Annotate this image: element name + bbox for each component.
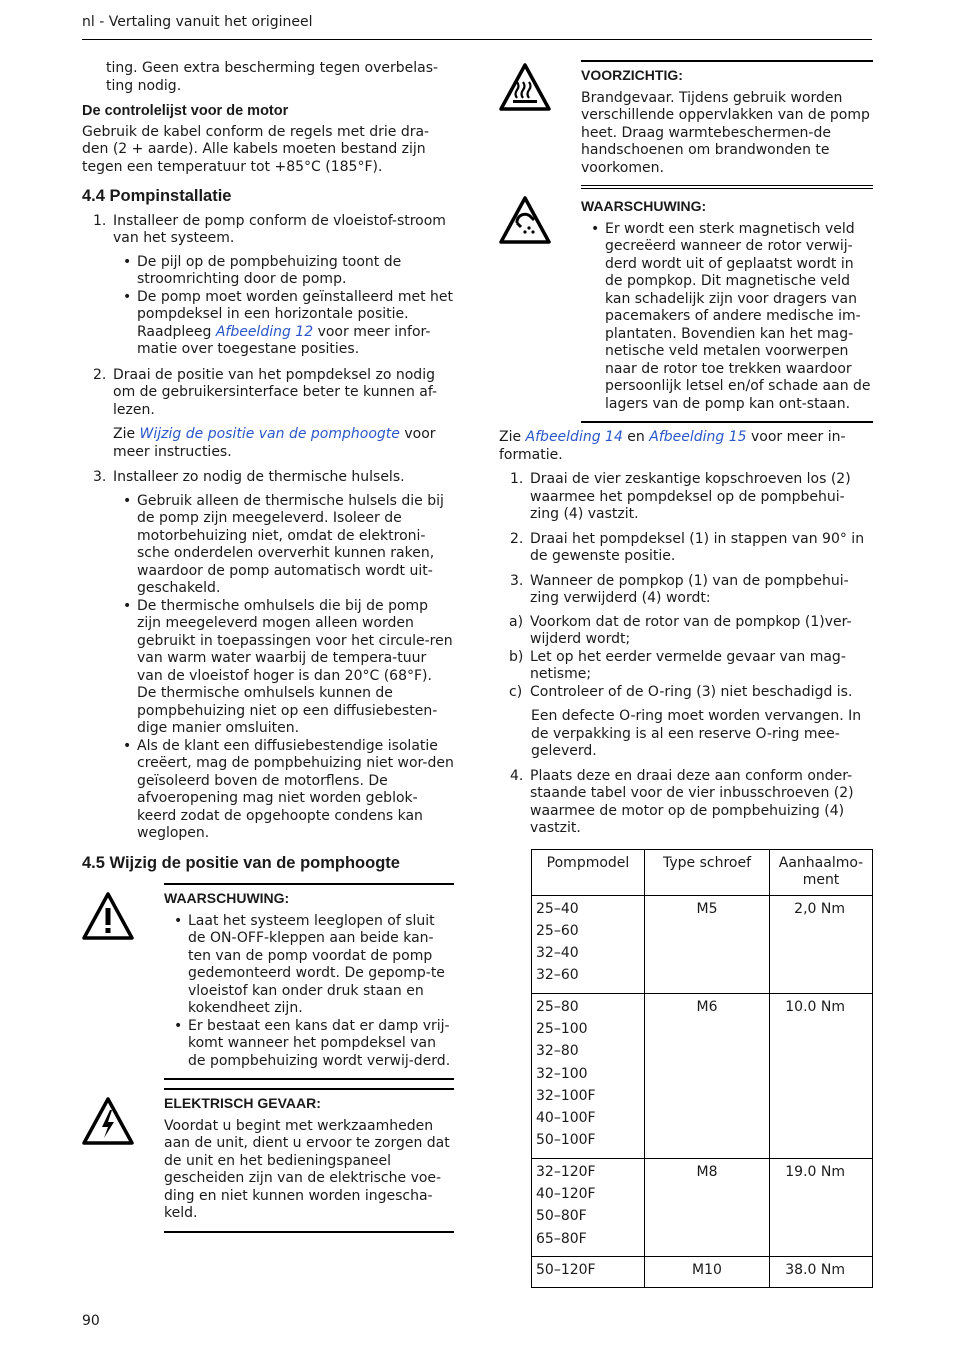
left-column <box>82 60 454 1233</box>
list-item: 3. Wanneer de pompkop (1) van de pompbehui-zing verwijderd (4) wordt: <box>510 572 849 606</box>
table-header-row <box>532 849 873 895</box>
torque-table <box>531 849 873 1289</box>
sub-steps <box>499 614 873 702</box>
section-4-5-title: 4.5 Wijzig de positie van de pomphoogte <box>82 853 400 872</box>
caution-box <box>499 60 873 185</box>
screw-type: M6 <box>645 993 770 1158</box>
tighten-step <box>499 768 873 838</box>
warning-content <box>164 883 454 1080</box>
magnetic-field-icon <box>499 195 551 247</box>
intro-continued: ting. Geen extra bescherming tegen overbelas-ting nodig. <box>106 60 439 94</box>
magnet-warning-box <box>499 185 873 423</box>
magnet-warning-title: WAARSCHUWING: <box>581 198 707 214</box>
link-afbeelding-12[interactable]: Afbeelding 12 <box>215 323 314 340</box>
list-item: 4. Plaats deze en draai deze aan conform onder-staande tabel voor de vier inbusschroeven (2) waarmee de motor op de pompbehuizing (4) vastzit. <box>510 767 854 836</box>
bullet-list <box>164 913 454 1071</box>
bullet-list <box>581 221 873 414</box>
list-item: 3. Installeer zo nodig de thermische hulsels. • Gebruik alleen de thermische hulsels die bij de pomp zijn meegeleverd. Isoleer de motorbehuizing niet, omdat de elektroni-sche onderdelen oververhit kunnen raken, waardoor de pomp automatisch wordt uit-geschakeld. • De thermische omhulsels die bij de pomp zijn meegeleverd mogen alleen worden gebruikt in toepassingen voor het circule-ren van warm water waarbij de tempera-tuur van de vloeistof hoger is dan 20°C (68°F). De thermische omhulsels kunnen de pompbehuizing niet op een diffusiebesten-dige manier omsluiten. • Als de klant een diffusiebestendige isolatie creëert, mag de pompbehuizing niet wor-den geïsoleerd boven de motorflens. De afvoeropening mag niet worden geblok-keerd zodat de opgehoopte condens kan weglopen. <box>82 469 454 843</box>
bullet-list <box>113 493 454 843</box>
model-list: 25–80 25–100 32–80 32–100 32–100F 40–100F 50–100F <box>532 993 645 1158</box>
list-item: a) Voorkom dat de rotor van de pompkop (1)ver-wijderd wordt; <box>509 613 852 647</box>
pump-install-steps <box>82 213 454 843</box>
cover-position-steps <box>499 471 873 608</box>
col-header-model: Pompmodel <box>532 849 645 895</box>
table-row <box>532 895 873 993</box>
step-note: Zie Wijzig de positie van de pomphoogte voor meer instructies. <box>113 426 436 460</box>
section-4-4-title: 4.4 Pompinstallatie <box>82 187 232 205</box>
list-item: • Er bestaat een kans dat er damp vrij-komt wanneer het pompdeksel van de pompbehuizing wordt verwij-derd. <box>164 1018 454 1071</box>
see-figures-text: Zie Afbeelding 14 en Afbeelding 15 voor meer in-formatie. <box>499 429 846 463</box>
electric-text: Voordat u begint met werkzaamheden aan de unit, dient u ervoor te zorgen dat de unit en het bedieningspaneel gescheiden zijn van de elektrische voe-ding en niet kunnen worden ingescha-keld. <box>164 1117 450 1221</box>
table-row <box>532 1256 873 1287</box>
warning-triangle-icon <box>82 891 134 943</box>
header-divider <box>82 39 872 40</box>
motor-checklist-title: De controlelijst voor de motor <box>82 103 289 119</box>
magnet-warning-content <box>581 185 873 423</box>
caution-title: VOORZICHTIG: <box>581 67 683 83</box>
list-item: • Gebruik alleen de thermische hulsels die bij de pomp zijn meegeleverd. Isoleer de motorbehuizing niet, omdat de elektroni-sche onderdelen oververhit kunnen raken, waardoor de pomp automatisch wordt uit-geschakeld. <box>113 493 454 598</box>
table-row <box>532 1158 873 1256</box>
list-item: 2. Draai de positie van het pompdeksel zo nodig om de gebruikersinterface beter te kunnen af-lezen. Zie Wijzig de positie van de pomphoogte voor meer instructies. <box>82 367 454 462</box>
list-item: • De pomp moet worden geïnstalleerd met het pompdeksel in een horizontale positie. Raadpleeg Afbeelding 12 voor meer infor-matie over toegestane posities. <box>113 289 454 359</box>
electric-hazard-icon <box>82 1096 134 1148</box>
col-header-torque: Aanhaalmo-ment <box>770 849 873 895</box>
torque-value: 2,0 Nm <box>770 895 873 993</box>
motor-checklist-text: Gebruik de kabel conform de regels met drie dra-den (2 + aarde). Alle kabels moeten bestand zijn tegen een temperatuur tot +85°C (185°F). <box>82 123 430 175</box>
list-item: • De thermische omhulsels die bij de pomp zijn meegeleverd mogen alleen worden gebruikt in toepassingen voor het circule-ren van warm water waarbij de tempera-tuur van de vloeistof hoger is dan 20°C (68°F). De thermische omhulsels kunnen de pompbehuizing niet op een diffusiebesten-dige manier omsluiten. <box>113 598 454 738</box>
caution-text: Brandgevaar. Tijdens gebruik worden verschillende oppervlakken van de pomp heet. Draag warmtebeschermen-de handschoenen om brandwonden te voorkomen. <box>581 89 870 176</box>
screw-type: M8 <box>645 1158 770 1256</box>
table-row <box>532 993 873 1158</box>
model-list: 25–40 25–60 32–40 32–60 <box>532 895 645 993</box>
link-wijzig-positie[interactable]: Wijzig de positie van de pomphoogte <box>139 426 400 442</box>
electric-content <box>164 1088 454 1233</box>
link-afbeelding-15[interactable]: Afbeelding 15 <box>649 429 747 445</box>
list-item: 1. Draai de vier zeskantige kopschroeven los (2) waarmee het pompdeksel op de pompbehui-zing (4) vastzit. <box>510 471 851 522</box>
link-afbeelding-14[interactable]: Afbeelding 14 <box>525 429 623 445</box>
warning-title: WAARSCHUWING: <box>164 890 290 906</box>
screw-type: M5 <box>645 895 770 993</box>
torque-value: 19.0 Nm <box>770 1158 873 1256</box>
electric-danger-box <box>82 1088 454 1233</box>
right-column <box>499 60 873 1288</box>
list-item: 2. Draai het pompdeksel (1) in stappen van 90° in de gewenste positie. <box>510 530 865 564</box>
col-header-screw: Type schroef <box>645 849 770 895</box>
torque-value: 38.0 Nm <box>770 1256 873 1287</box>
screw-type: M10 <box>645 1256 770 1287</box>
list-item: c) Controleer of de O-ring (3) niet beschadigd is. <box>509 683 853 700</box>
torque-value: 10.0 Nm <box>770 993 873 1158</box>
list-item: • Laat het systeem leeglopen of sluit de ON-OFF-kleppen aan beide kan-ten van de pomp voordat de pomp gedemonteerd wordt. De gepomp-te vloeistof kan onder druk staan en kokendheet zijn. <box>164 913 454 1018</box>
list-item: b) Let op het eerder vermelde gevaar van mag-netisme; <box>509 648 846 682</box>
list-item: • De pijl op de pompbehuizing toont de stroomrichting door de pomp. <box>113 254 454 289</box>
electric-title: ELEKTRISCH GEVAAR: <box>164 1095 321 1111</box>
model-list: 50–120F <box>532 1256 645 1287</box>
page-header: nl - Vertaling vanuit het origineel <box>82 14 313 30</box>
model-list: 32–120F 40–120F 50–80F 65–80F <box>532 1158 645 1256</box>
warning-box <box>82 883 454 1080</box>
list-item: • Als de klant een diffusiebestendige isolatie creëert, mag de pompbehuizing niet wor-den geïsoleerd boven de motorflens. De afvoeropening mag niet worden geblok-keerd zodat de opgehoopte condens kan weglopen. <box>113 738 454 843</box>
caution-content <box>581 60 873 185</box>
page-number: 90 <box>82 1313 100 1329</box>
hot-surface-icon <box>499 62 551 114</box>
oring-note: Een defecte O-ring moet worden vervangen. In de verpakking is al een reserve O-ring mee-geleverd. <box>531 708 862 759</box>
list-item: • Er wordt een sterk magnetisch veld gecreëerd wanneer de rotor verwij-derd wordt uit of geplaatst wordt in de pompkop. Dit magnetische veld kan schadelijk zijn voor dragers van pacemakers of andere medische im-plantaten. Bovendien kan het mag-netische veld metalen voorwerpen naar de rotor toe trekken waardoor persoonlijk letsel en/of schade aan de lagers van de pomp kan ont-staan. <box>581 221 873 414</box>
bullet-list <box>113 254 454 359</box>
list-item: 1. Installeer de pomp conform de vloeistof-stroom van het systeem. • De pijl op de pompbehuizing toont de stroomrichting door de pomp. • De pomp moet worden geïnstalleerd met het pompdeksel in een horizontale positie. Raadpleeg Afbeelding 12 voor meer infor-matie over toegestane posities. <box>82 213 454 359</box>
